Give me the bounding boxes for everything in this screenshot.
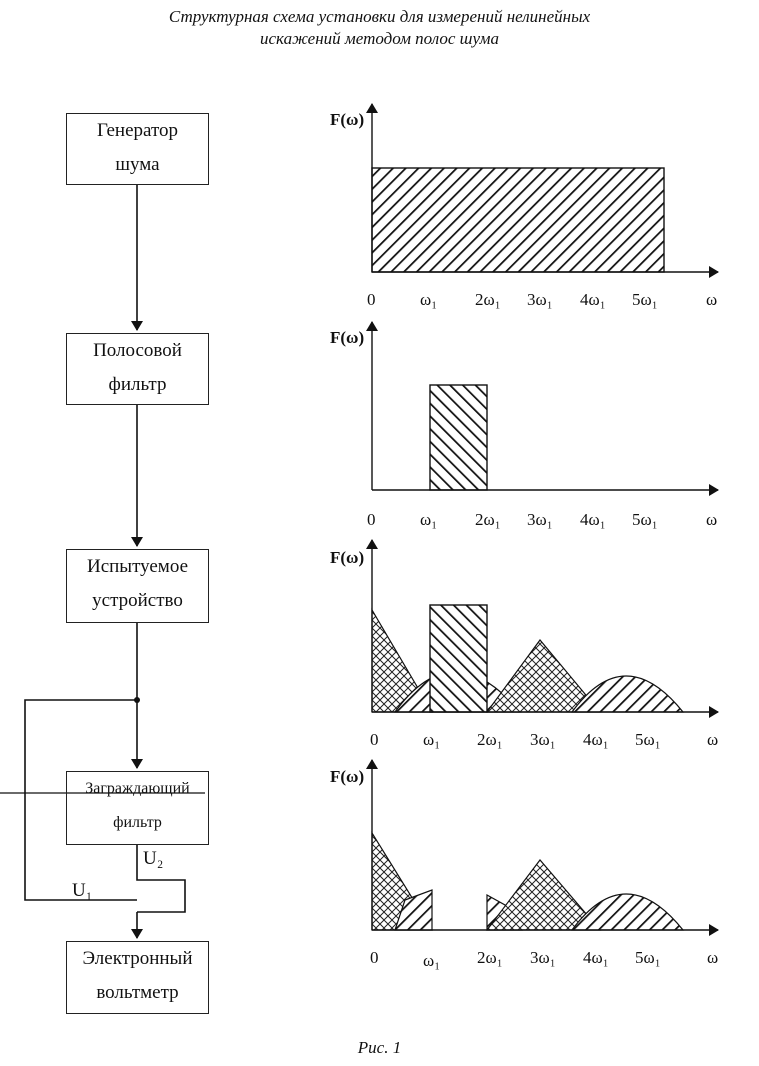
tick-label: 4ω₁	[580, 290, 606, 309]
tick-label: 5ω₁	[632, 510, 658, 529]
y-axis-label: F(ω)	[330, 110, 365, 129]
tick-label: 0	[370, 730, 379, 749]
block-device-under-test	[66, 549, 209, 623]
block-label-line: Электронный	[82, 948, 193, 969]
block-label-line: фильтр	[113, 814, 162, 831]
tick-label: 0	[367, 290, 376, 309]
tick-label: 5ω₁	[635, 948, 661, 967]
block-label-line: устройство	[92, 590, 183, 611]
y-axis-label: F(ω)	[330, 767, 365, 786]
tick-label: 4ω₁	[583, 730, 609, 749]
tick-label: 3ω₁	[527, 290, 553, 309]
block-bandpass-filter	[66, 333, 209, 405]
block-label-line: шума	[115, 154, 160, 175]
tick-label: 2ω₁	[477, 730, 503, 749]
y-axis-label: F(ω)	[330, 548, 365, 567]
tick-label: 0	[367, 510, 376, 529]
block-label-line: вольтметр	[96, 982, 179, 1003]
tick-label: 0	[370, 948, 379, 967]
tick-label: 4ω₁	[580, 510, 606, 529]
tick-label: 3ω₁	[530, 948, 556, 967]
spectrum-chart-device	[372, 540, 718, 712]
spectrum-chart-notch	[372, 760, 718, 930]
signal-label-u2: U₂	[143, 848, 164, 869]
tick-label: 3ω₁	[530, 730, 556, 749]
tick-label: ω₁	[420, 510, 438, 529]
tick-label: 5ω₁	[632, 290, 658, 309]
block-label-line: Испытуемое	[86, 556, 188, 577]
spectrum-harmonic-4	[572, 676, 683, 712]
tick-label: 2ω₁	[475, 510, 501, 529]
x-axis-label: ω	[707, 948, 719, 967]
tick-label: 2ω₁	[475, 290, 501, 309]
tick-label: ω₁	[420, 290, 438, 309]
tick-label: 3ω₁	[527, 510, 553, 529]
tick-label: ω₁	[423, 951, 441, 970]
block-label-line: фильтр	[108, 374, 167, 395]
block-electronic-voltmeter	[66, 941, 209, 1014]
tick-label: 2ω₁	[477, 948, 503, 967]
tick-label: 5ω₁	[635, 730, 661, 749]
x-axis-label: ω	[707, 730, 719, 749]
figure-caption: Рис. 1	[357, 1038, 402, 1057]
x-axis-label: ω	[706, 290, 718, 309]
block-notch-filter	[66, 771, 209, 845]
figure-title-line-1: Структурная схема установки для измерений нелинейных	[168, 7, 591, 26]
junction-dot	[134, 697, 140, 703]
y-axis-label: F(ω)	[330, 328, 365, 347]
figure-title-line-2: искажений методом полос шума	[260, 29, 499, 48]
x-axis-label: ω	[706, 510, 718, 529]
spectrum-noise-band	[372, 168, 664, 272]
spectrum-chart-bandpass	[372, 322, 718, 490]
signal-label-u1: U₁	[72, 880, 93, 901]
spectrum-band	[430, 605, 487, 712]
spectrum-harmonic-4	[572, 894, 683, 930]
block-label-line: Заграждающий	[85, 780, 190, 797]
spectrum-chart-generator	[372, 104, 718, 272]
block-noise-generator	[66, 113, 209, 185]
tick-label: 4ω₁	[583, 948, 609, 967]
tick-label: ω₁	[423, 730, 441, 749]
block-label-line: Генератор	[96, 120, 179, 141]
block-label-line: Полосовой	[93, 340, 182, 361]
spectrum-filtered-band	[430, 385, 487, 490]
